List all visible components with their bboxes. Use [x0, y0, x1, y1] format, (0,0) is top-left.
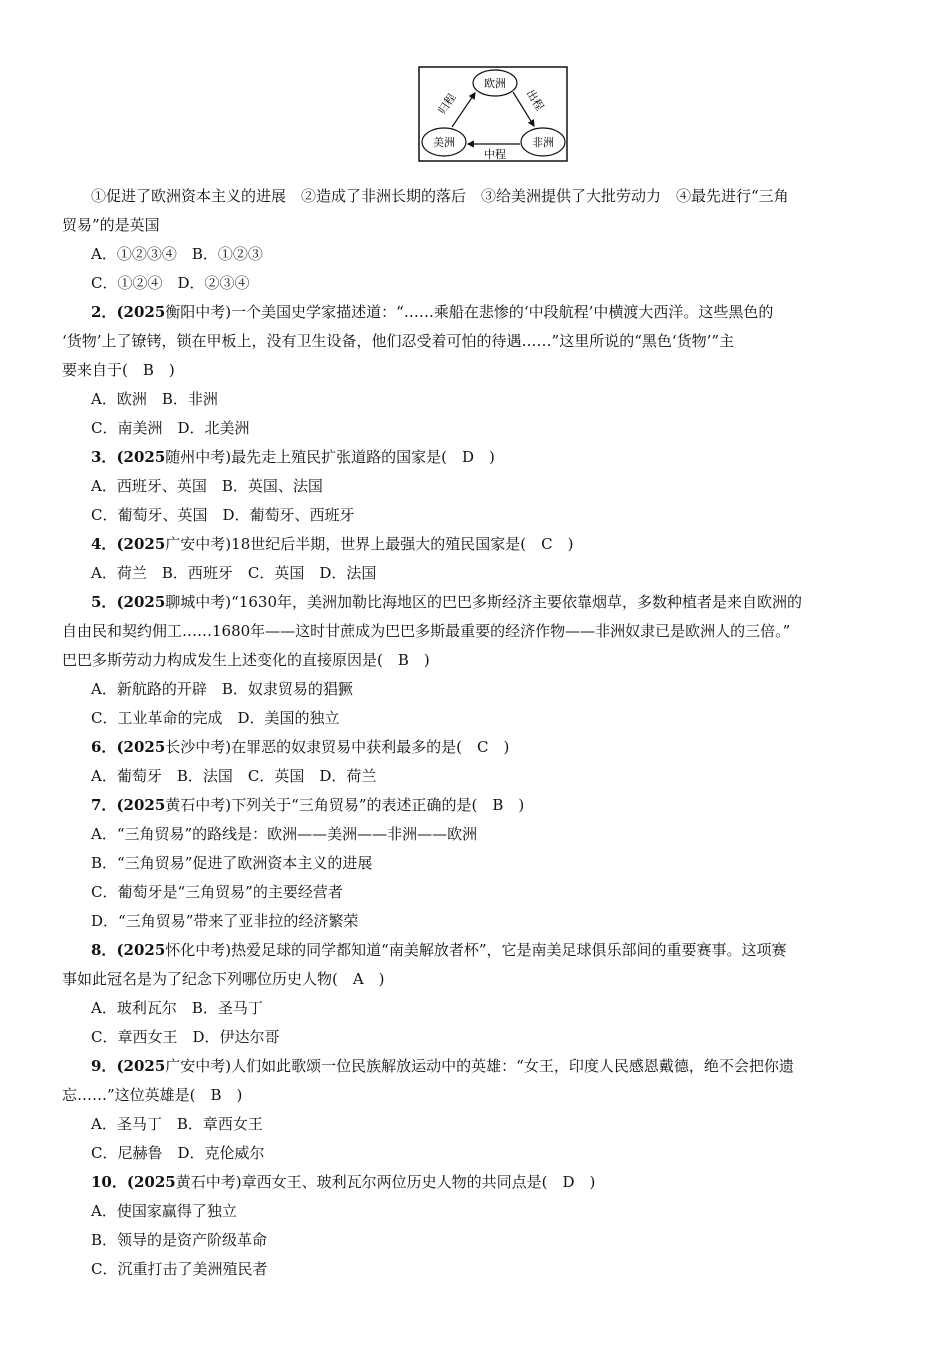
q1-options-cd: C．①②④ D．②③④	[91, 274, 250, 292]
q7-option-c: C．葡萄牙是“三角贸易”的主要经营者	[91, 883, 343, 901]
question-text: 随州中考)最先走上殖民扩张道路的国家是( D )	[165, 448, 495, 466]
q5-options-ab: A．新航路的开辟 B．奴隶贸易的猖獗	[91, 680, 353, 698]
middle-label: 中程	[484, 148, 506, 161]
question-source-year: (2025	[126, 1173, 176, 1191]
question-text: 聊城中考)“1630年，美洲加勒比海地区的巴巴多斯经济主要依靠烟草，多数种植者是来自欧洲的	[165, 593, 802, 611]
q10-option-b: B．领导的是资产阶级革命	[91, 1231, 268, 1249]
question-number: 2．	[91, 303, 117, 321]
q6-stem	[91, 737, 509, 757]
question-source-year: (2025	[116, 738, 166, 756]
question-text: 怀化中考)热爱足球的同学都知道“南美解放者杯”，它是南美足球俱乐部间的重要赛事。这项赛	[165, 941, 787, 959]
q7-option-b: B．“三角贸易”促进了欧洲资本主义的进展	[91, 854, 373, 872]
q3-stem	[91, 447, 495, 467]
q2-stem	[91, 302, 773, 322]
q9-options-cd: C．尼赫鲁 D．克伦威尔	[91, 1144, 265, 1162]
q8-options-cd: C．章西女王 D．伊达尔哥	[91, 1028, 280, 1046]
question-source-year: (2025	[116, 535, 166, 553]
q7-stem	[91, 795, 524, 815]
q2-options-cd: C．南美洲 D．北美洲	[91, 419, 250, 437]
question-text: 衡阳中考)一个美国史学家描述道：“……乘船在悲惨的‘中段航程’中横渡大西洋。这些黑色的	[165, 303, 774, 321]
q10-option-a: A．使国家赢得了独立	[91, 1202, 237, 1220]
q6-options: A．葡萄牙 B．法国 C．英国 D．荷兰	[91, 767, 377, 785]
q9-stem	[91, 1056, 794, 1076]
q2-stem-line2: ‘货物’上了镣铐，锁在甲板上，没有卫生设备，他们忍受着可怕的待遇……”这里所说的“黑色‘货物’”主	[62, 332, 735, 350]
q3-options-cd: C．葡萄牙、英国 D．葡萄牙、西班牙	[91, 506, 355, 524]
q1-statements-cont: 贸易”的是英国	[62, 216, 160, 234]
q9-stem-line2: 忘……”这位英雄是( B )	[62, 1086, 243, 1104]
q2-options-ab: A．欧洲 B．非洲	[91, 390, 218, 408]
q1-options-ab: A．①②③④ B．①②③	[91, 245, 263, 263]
q10-stem	[91, 1172, 595, 1192]
question-number: 6．	[91, 738, 117, 756]
question-source-year: (2025	[116, 593, 166, 611]
triangle-trade-diagram	[418, 66, 568, 162]
question-text: 广安中考)18世纪后半期，世界上最强大的殖民国家是( C )	[165, 535, 574, 553]
question-number: 8．	[91, 941, 117, 959]
q8-stem	[91, 940, 787, 960]
america-label: 美洲	[433, 136, 455, 149]
question-text: 长沙中考)在罪恶的奴隶贸易中获利最多的是( C )	[165, 738, 510, 756]
q5-stem-line2: 自由民和契约佣工……1680年——这时甘蔗成为巴巴多斯最重要的经济作物——非洲奴隶已是欧洲人的三倍。”	[62, 622, 791, 640]
q7-option-a: A．“三角贸易”的路线是：欧洲——美洲——非洲——欧洲	[91, 825, 478, 843]
question-number: 7．	[91, 796, 117, 814]
africa-label: 非洲	[532, 136, 554, 149]
q8-options-ab: A．玻利瓦尔 B．圣马丁	[91, 999, 263, 1017]
q4-options: A．荷兰 B．西班牙 C．英国 D．法国	[91, 564, 377, 582]
q5-stem-line3: 巴巴多斯劳动力构成发生上述变化的直接原因是( B )	[62, 651, 430, 669]
q8-stem-line2: 事如此冠名是为了纪念下列哪位历史人物( A )	[62, 970, 385, 988]
q10-option-c: C．沉重打击了美洲殖民者	[91, 1260, 268, 1278]
q5-options-cd: C．工业革命的完成 D．美国的独立	[91, 709, 340, 727]
question-source-year: (2025	[116, 448, 166, 466]
triangle-trade-figure	[418, 66, 568, 162]
q9-options-ab: A．圣马丁 B．章西女王	[91, 1115, 263, 1133]
q4-stem	[91, 534, 573, 554]
q2-stem-line3: 要来自于( B )	[62, 361, 175, 379]
question-number: 3．	[91, 448, 117, 466]
question-text: 广安中考)人们如此歌颂一位民族解放运动中的英雄：“女王，印度人民感恩戴德，绝不会把你遗	[165, 1057, 794, 1075]
europe-label: 欧洲	[484, 77, 506, 90]
question-text: 黄石中考)下列关于“三角贸易”的表述正确的是( B )	[165, 796, 525, 814]
return-label: 归程	[435, 91, 459, 117]
q1-statements: ①促进了欧洲资本主义的进展 ②造成了非洲长期的落后 ③给美洲提供了大批劳动力 ④最先进行“三角	[91, 187, 789, 205]
question-number: 10．	[91, 1173, 127, 1191]
question-source-year: (2025	[116, 941, 166, 959]
question-number: 4．	[91, 535, 117, 553]
question-source-year: (2025	[116, 303, 166, 321]
question-source-year: (2025	[116, 796, 166, 814]
question-number: 5．	[91, 593, 117, 611]
q3-options-ab: A．西班牙、英国 B．英国、法国	[91, 477, 323, 495]
q7-option-d: D．“三角贸易”带来了亚非拉的经济繁荣	[91, 912, 359, 930]
outbound-label: 出程	[523, 87, 547, 113]
question-source-year: (2025	[116, 1057, 166, 1075]
question-text: 黄石中考)章西女王、玻利瓦尔两位历史人物的共同点是( D )	[175, 1173, 596, 1191]
q5-stem	[91, 592, 802, 612]
question-number: 9．	[91, 1057, 117, 1075]
